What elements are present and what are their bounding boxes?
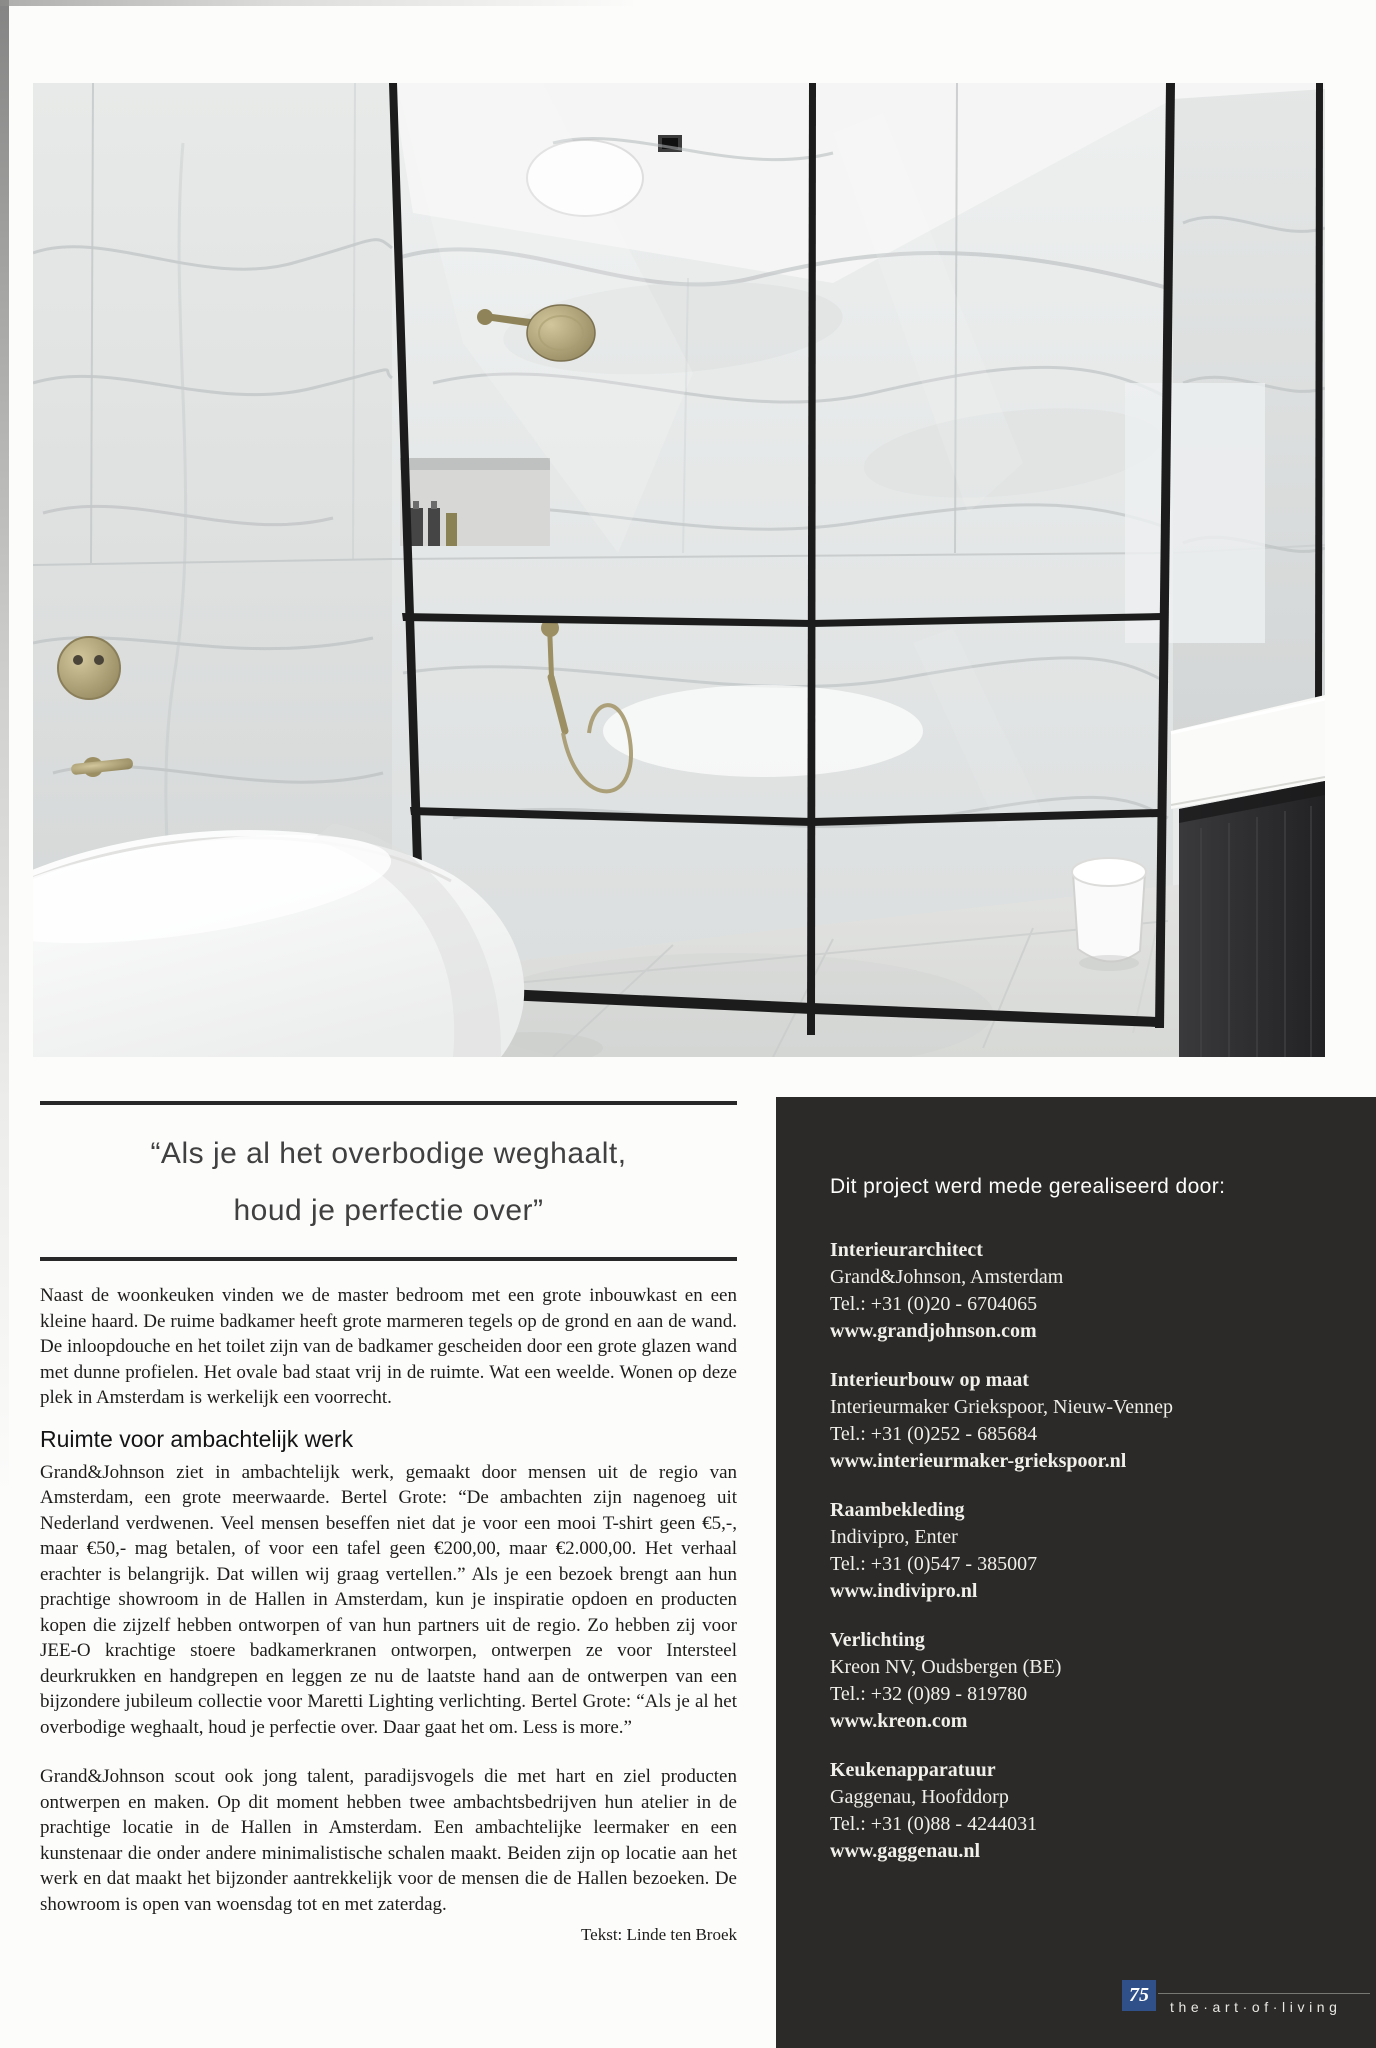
credits-tel: Tel.: +31 (0)547 - 385007 — [830, 1553, 1038, 1575]
credits-heading: Dit project werd mede gerealiseerd door: — [830, 1175, 1226, 1198]
credits-category: Interieurbouw op maat — [830, 1369, 1029, 1391]
article-paragraph-3: Grand&Johnson scout ook jong talent, paradijsvogels die met hart en ziel producten ontwerpen en maken. Op dit moment hebben twee ambachtsbedrijven hun atelier in de prachtige locatie in de Hallen in Amsterdam. Een ambachtelijke leermaker en een kunstenaar die onder andere minimalistische schalen maakt. Beiden zijn op locatie aan het werk en dat maakt het bijzonder aantrekkelijk voor de mensen die de Hallen bezoeken. De showroom is open van woensdag tot en met zaterdag. — [40, 1766, 737, 1915]
credits-category: Raambekleding — [830, 1499, 965, 1521]
credits-url: www.kreon.com — [830, 1710, 968, 1732]
scan-edge-shadow — [0, 0, 9, 1500]
credits-category: Keukenapparatuur — [830, 1759, 996, 1781]
credits-company: Kreon NV, Oudsbergen (BE) — [830, 1656, 1062, 1678]
quote-line-2: houd je perfectie over” — [233, 1194, 544, 1227]
footer-rule — [1158, 1993, 1370, 1994]
credits-company: Grand&Johnson, Amsterdam — [830, 1266, 1064, 1288]
project-credits-box — [776, 1097, 1376, 2048]
article-paragraph-1: Naast de woonkeuken vinden we de master bedroom met een grote inbouwkast en een kleine haard. De ruime badkamer heeft grote marmeren tegels op de grond en aan de wand. De inloopdouche en het toilet zijn van de badkamer gescheiden door een grote glazen wand met dunne profielen. Het ovale bad staat vrij in de ruimte. Wat een weelde. Wonen op deze plek in Amsterdam is werkelijk een voorrecht. — [40, 1285, 737, 1408]
quote-rule-bottom — [40, 1257, 737, 1261]
credits-company: Indivipro, Enter — [830, 1526, 958, 1548]
credits-url: www.interieurmaker-griekspoor.nl — [830, 1450, 1127, 1472]
vanity — [1171, 695, 1325, 1057]
credits-tel: Tel.: +31 (0)20 - 6704065 — [830, 1293, 1038, 1315]
bathroom-photo — [33, 83, 1325, 1057]
credits-category: Interieurarchitect — [830, 1239, 983, 1261]
scan-edge-shadow-top — [0, 0, 640, 6]
pull-quote — [40, 1101, 737, 1261]
credits-url: www.gaggenau.nl — [830, 1840, 981, 1862]
credits-url: www.indivipro.nl — [830, 1580, 978, 1602]
mirror-reflection — [1125, 383, 1265, 643]
article-body — [40, 1283, 737, 1945]
bathroom-photo-art — [33, 83, 1325, 1057]
credits-section-keukenapparatuur — [830, 1757, 1336, 1865]
credits-category: Verlichting — [830, 1629, 925, 1651]
credits-section-raambekleding — [830, 1497, 1336, 1605]
shower-niche — [400, 458, 550, 546]
article-paragraph-2: Grand&Johnson ziet in ambachtelijk werk, gemaakt door mensen uit de regio van Amsterdam, een grote meerwaarde. Bertel Grote: “De ambachten zijn nagenoeg uit Nederland verdwenen. Veel mensen beseffen niet dat je voor een mooi T-shirt geen €5,-, maar €50,- mag betalen, of voor een tafel geen €200,00, maar €2.000,00. Het verhaal erachter is belangrijk. Dat willen wij graag vertellen.” Als je een bezoek brengt aan hun prachtige showroom in de Hallen in Amsterdam, kun je inspiratie opdoen en producten kopen die zijzelf hebben ontworpen of van hun partners uit de regio. Zo hebben zij voor JEE-O krachtige stoere badkamerkranen ontworpen, ontwerpen ze voor Intersteel deurkrukken en handgrepen en leggen ze nu de laatste hand aan de ontwerpen van een bijzondere jubileum collectie voor Maretti Lighting verlichting. Bertel Grote: “Als je al het overbodige weghaalt, houd je perfectie over. Daar gaat het om. Less is more.” — [40, 1461, 737, 1738]
credits-section-interieurarchitect — [830, 1237, 1336, 1345]
credits-section-interieurbouw — [830, 1367, 1336, 1475]
credits-url: www.grandjohnson.com — [830, 1320, 1037, 1342]
magazine-wordmark: the·art·of·living — [1170, 1999, 1342, 2015]
soap-bottle — [410, 508, 423, 546]
credits-tel: Tel.: +32 (0)89 - 819780 — [830, 1683, 1028, 1705]
text-credit: Tekst: Linde ten Broek — [580, 1925, 737, 1944]
page-number-badge: 75 — [1122, 1980, 1156, 2011]
credits-company: Gaggenau, Hoofddorp — [830, 1786, 1009, 1808]
credits-tel: Tel.: +31 (0)252 - 685684 — [830, 1423, 1038, 1445]
article-subheading: Ruimte voor ambachtelijk werk — [40, 1425, 354, 1452]
credits-company: Interieurmaker Griekspoor, Nieuw-Vennep — [830, 1396, 1173, 1418]
soap-bottle — [428, 508, 440, 546]
credits-section-verlichting — [830, 1627, 1336, 1735]
credits-tel: Tel.: +31 (0)88 - 4244031 — [830, 1813, 1038, 1835]
soap-bottle — [446, 513, 457, 546]
quote-line-1: “Als je al het overbodige weghaalt, — [150, 1137, 627, 1170]
tub-reflection — [603, 685, 923, 777]
